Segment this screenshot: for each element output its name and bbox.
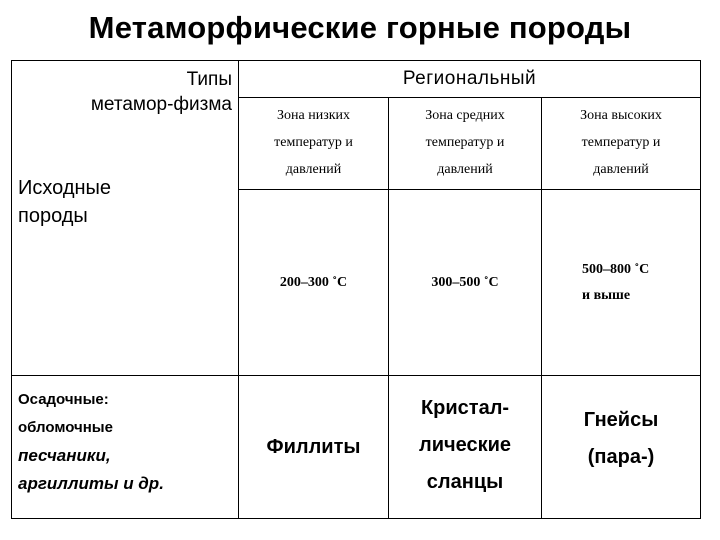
temp-high-line-1: 500–800 ˚С <box>582 261 650 277</box>
source-rock-cell <box>12 376 239 519</box>
temp-high-line-2: и выше <box>582 287 631 303</box>
zone-mid-line-2: температур и <box>425 135 505 150</box>
zone-mid-line-1: Зона средних <box>425 108 505 123</box>
temp-low: 200–300 ˚С <box>239 190 389 376</box>
regional-header: Региональный <box>239 61 701 98</box>
source-rocks-label <box>18 174 111 230</box>
source-rock-line-2: обломочные <box>18 419 113 436</box>
zone-high <box>542 98 701 190</box>
source-rock-line-1: Осадочные: <box>18 391 109 408</box>
rock-mid <box>389 376 542 519</box>
source-rock-line-4: аргиллиты и др. <box>18 474 164 493</box>
rock-mid-line-1: Кристал- <box>420 397 510 419</box>
source-line-2: породы <box>18 205 88 227</box>
rock-low: Филлиты <box>239 376 389 519</box>
zone-mid <box>389 98 542 190</box>
zone-high-line-2: температур и <box>581 135 661 150</box>
types-line-2: метамор-физма <box>90 94 232 115</box>
source-line-1: Исходные <box>18 177 112 199</box>
zone-high-line-3: давлений <box>593 162 649 177</box>
zone-low-line-3: давлений <box>285 162 342 177</box>
header-corner-cell <box>12 61 239 376</box>
metamorphic-rocks-table <box>11 60 701 519</box>
zone-low-line-1: Зона низких <box>276 108 351 123</box>
zone-low-line-2: температур и <box>274 135 353 150</box>
temp-mid: 300–500 ˚С <box>389 190 542 376</box>
types-line-1: Типы <box>186 69 232 90</box>
rock-mid-line-3: сланцы <box>426 471 504 493</box>
temp-high <box>542 190 701 376</box>
rock-high-line-1: Гнейсы <box>583 409 659 431</box>
source-rock-line-3: песчаники, <box>18 446 111 465</box>
zone-mid-line-3: давлений <box>437 162 493 177</box>
rock-mid-line-2: лические <box>418 434 512 456</box>
page-title: Метаморфические горные породы <box>88 10 632 45</box>
rock-high-line-2: (пара-) <box>587 446 655 468</box>
zone-high-line-1: Зона высоких <box>580 108 662 123</box>
types-label <box>91 67 232 117</box>
zone-low <box>239 98 389 190</box>
rock-high <box>542 376 701 519</box>
